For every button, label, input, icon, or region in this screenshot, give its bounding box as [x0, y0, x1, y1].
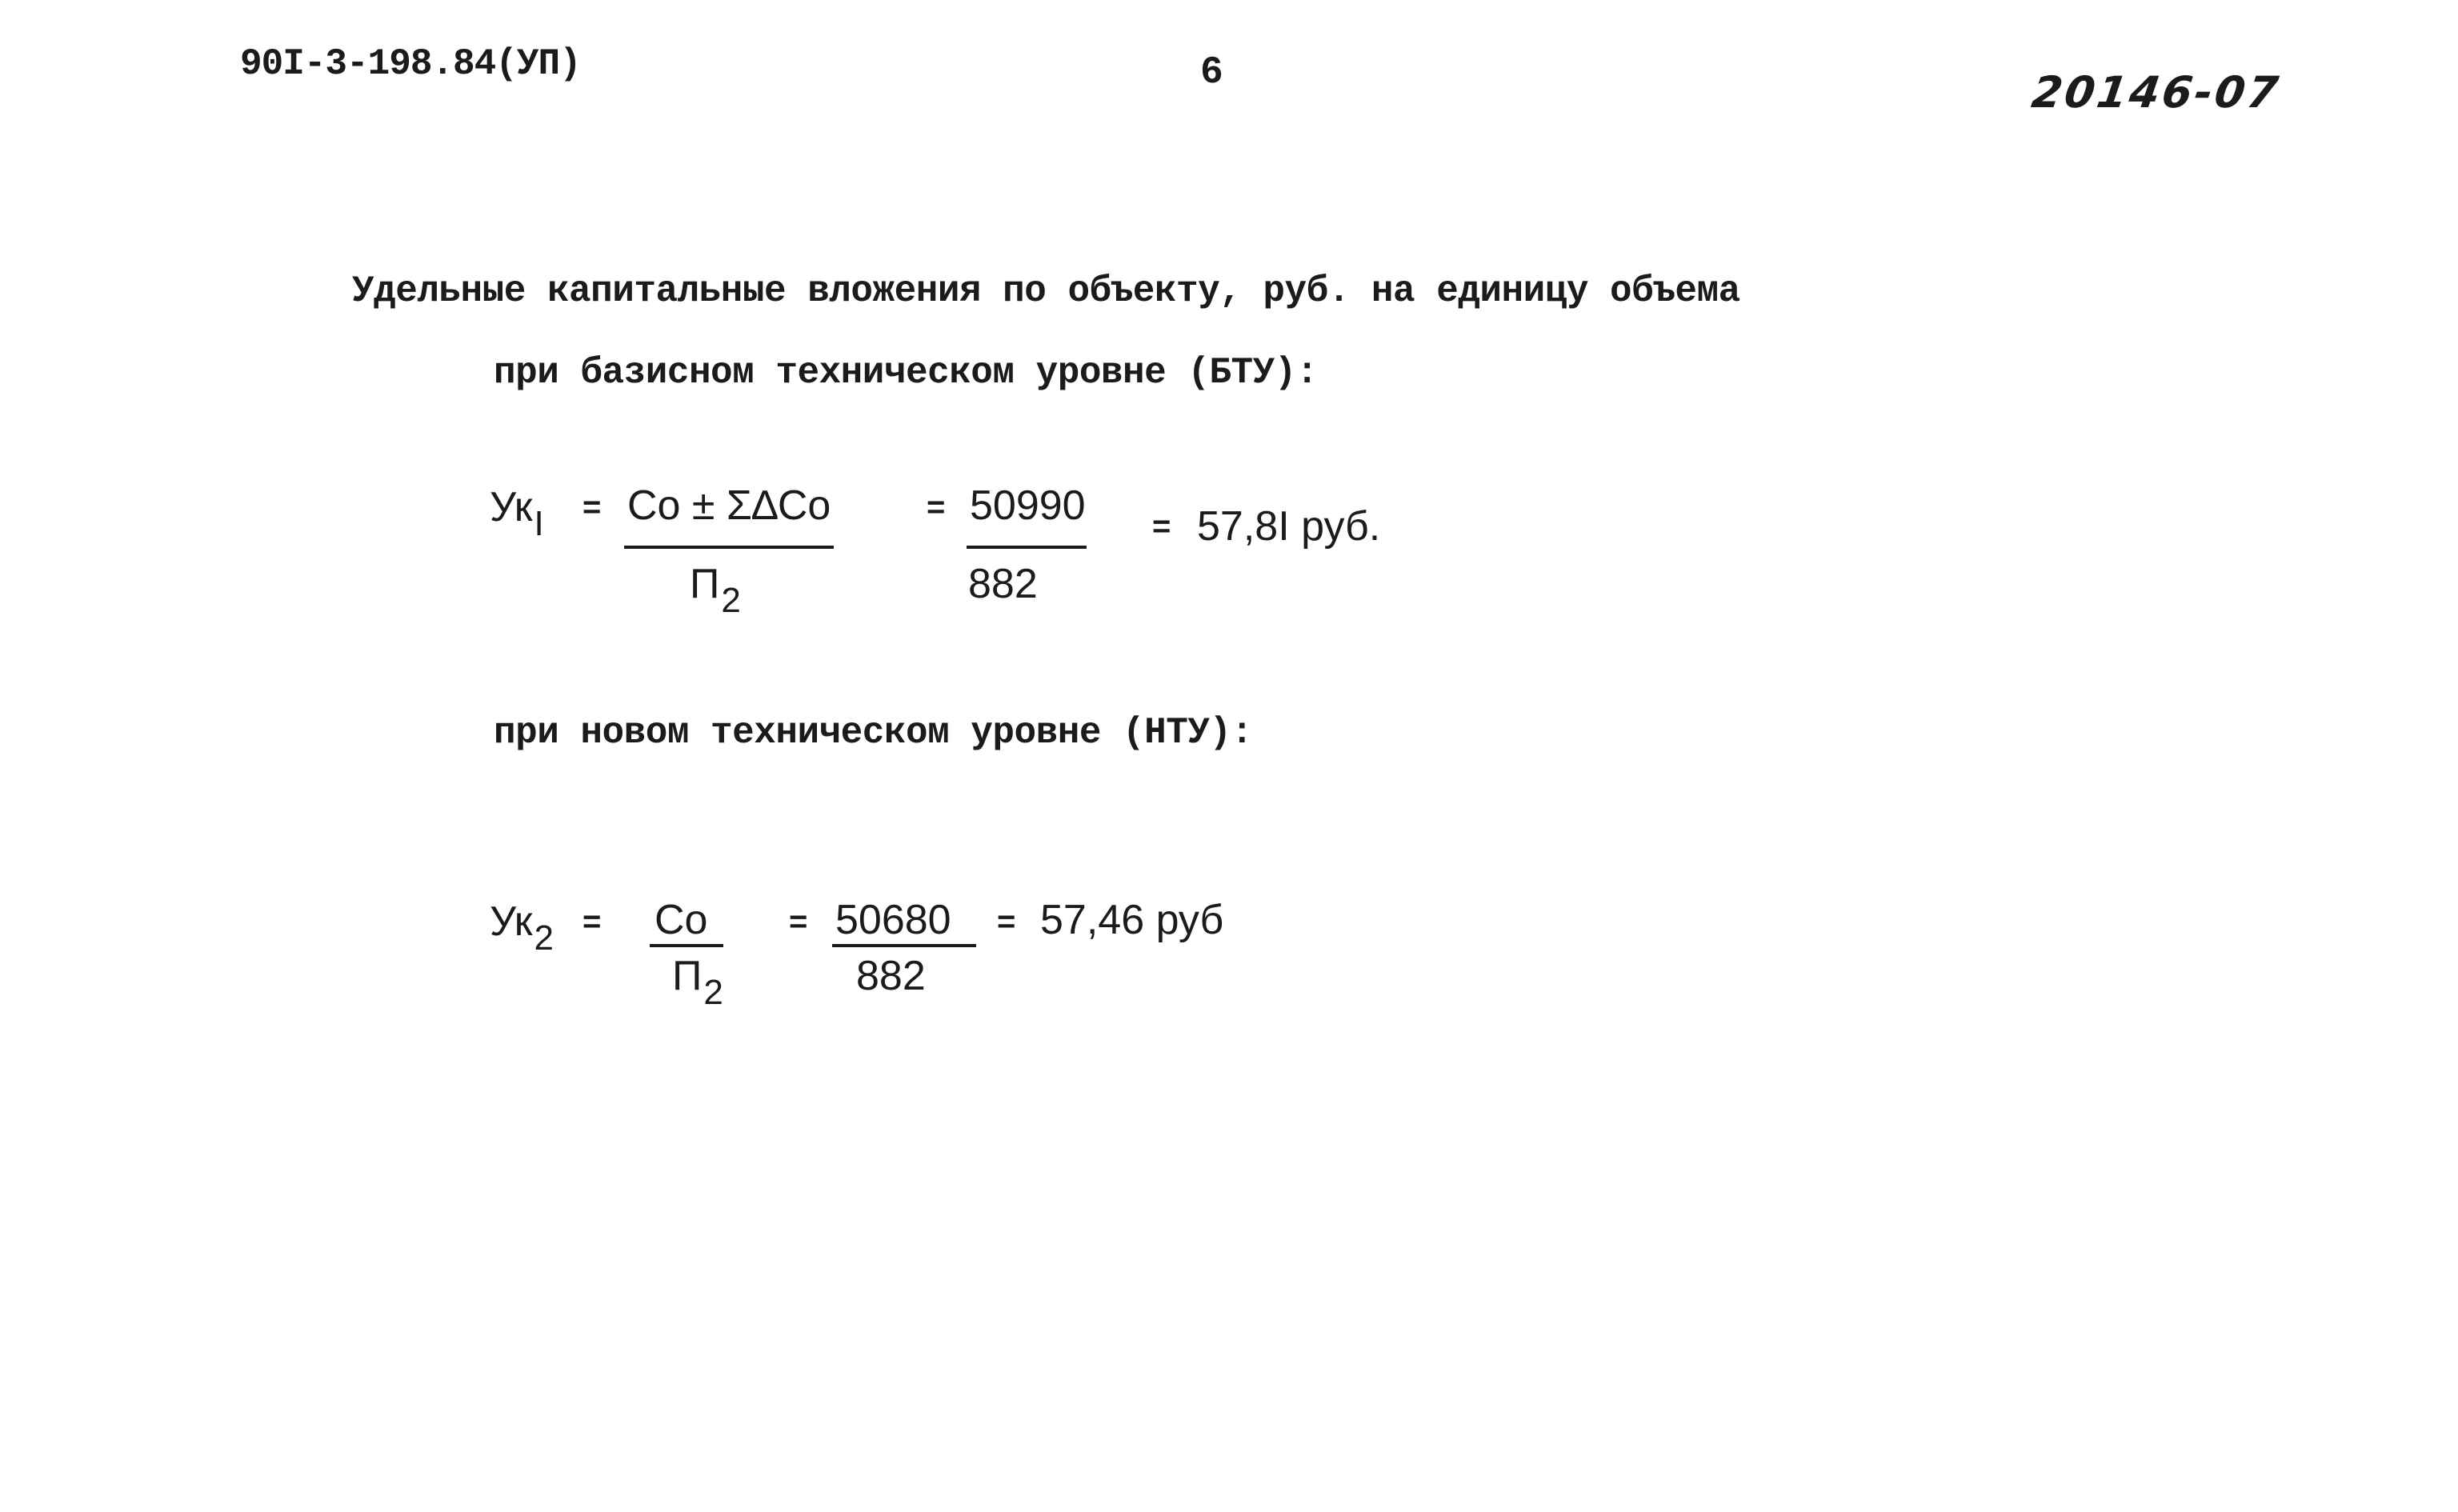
formula-btu-lhs-subscript: I [534, 504, 544, 543]
formula-ntu-equals-2: = [789, 904, 808, 939]
formula-btu-fraction-line [624, 546, 834, 549]
formula-btu-lhs [490, 483, 544, 543]
formula-ntu-fraction-line [650, 944, 723, 947]
formula-btu-value-denominator: 882 [968, 561, 1038, 607]
formula-ntu-denominator-subscript: 2 [703, 973, 723, 1012]
formula-btu-lhs-symbol: Ук [490, 484, 533, 530]
formula-ntu-equals-3: = [997, 904, 1016, 939]
formula-ntu-result: 57,46 руб [1040, 897, 1224, 943]
btu-label: при базисном техническом уровне (БТУ): [494, 352, 1318, 394]
formula-btu-result: 57,8I руб. [1197, 503, 1381, 550]
formula-ntu-lhs [490, 898, 554, 958]
archive-number: 20146-07 [2028, 67, 2284, 118]
formula-ntu-value-numerator: 50680 [835, 897, 951, 943]
formula-ntu-lhs-subscript: 2 [534, 918, 554, 958]
formula-btu-denominator-symbol: П [690, 561, 720, 607]
formula-btu-denominator [690, 560, 741, 620]
section-heading: Удельные капитальные вложения по объекту, руб. на единицу объема [352, 270, 1740, 312]
formula-btu-denominator-subscript: 2 [721, 581, 741, 620]
page-number: 6 [1200, 51, 1223, 94]
formula-btu-equals-1: = [582, 490, 602, 525]
document-code: 90I-3-198.84(УП) [240, 43, 581, 85]
ntu-label: при новом техническом уровне (НТУ): [494, 712, 1253, 754]
formula-ntu-value-denominator: 882 [856, 953, 926, 999]
formula-ntu-lhs-symbol: Ук [490, 898, 533, 945]
formula-ntu-numerator: Со [655, 897, 708, 943]
formula-btu-equals-3: = [1152, 509, 1171, 544]
formula-btu-value-numerator: 50990 [970, 482, 1086, 529]
formula-btu-numerator: Со ± Σ∆Со [627, 482, 831, 529]
formula-btu-value-fraction-line [967, 546, 1087, 549]
formula-btu-equals-2: = [927, 490, 946, 525]
formula-ntu-denominator [672, 952, 723, 1012]
formula-ntu-equals-1: = [582, 904, 602, 939]
formula-ntu-value-fraction-line [832, 944, 976, 947]
formula-ntu-denominator-symbol: П [672, 953, 703, 999]
